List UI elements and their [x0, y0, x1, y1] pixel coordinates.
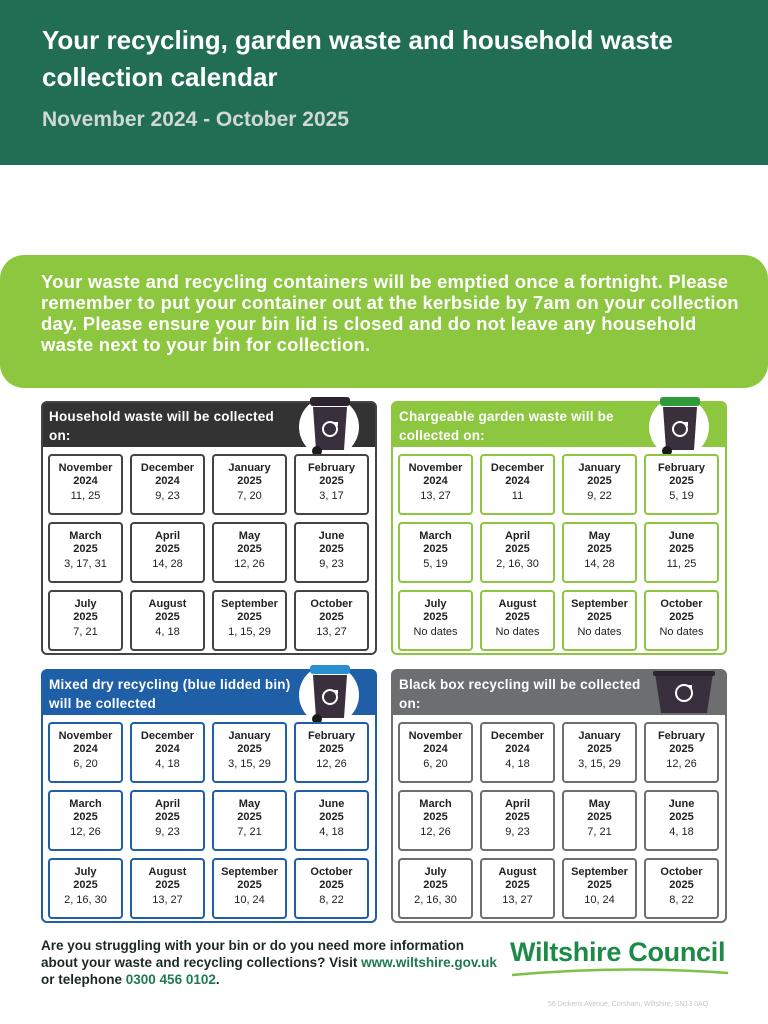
month-cell [562, 522, 637, 583]
month-name: February [657, 462, 706, 474]
month-year: 2025 [423, 611, 448, 623]
month-year: 2025 [155, 543, 180, 555]
month-name: November [408, 730, 463, 742]
month-year: 2024 [423, 475, 448, 487]
month-name: April [504, 798, 531, 810]
header-banner [0, 0, 768, 165]
collection-dates: 9, 23 [155, 490, 180, 502]
collection-dates: 4, 18 [155, 626, 180, 638]
page-title: Your recycling, garden waste and household waste collection calendar [42, 25, 673, 92]
month-cell [48, 722, 123, 783]
month-cell [644, 858, 719, 919]
collection-grid [48, 722, 372, 919]
collection-dates: 8, 22 [669, 894, 694, 906]
panel-title: Black box recycling will be collected on: [399, 677, 641, 711]
collection-dates: No dates [495, 626, 540, 638]
collection-dates: 4, 18 [505, 758, 530, 770]
month-name: October [310, 866, 353, 878]
month-cell [480, 522, 555, 583]
month-cell [48, 522, 123, 583]
month-year: 2025 [423, 879, 448, 891]
month-cell [562, 790, 637, 851]
month-cell [398, 790, 473, 851]
month-year: 2025 [587, 743, 612, 755]
month-year: 2025 [587, 811, 612, 823]
month-name: February [657, 730, 706, 742]
month-name: November [58, 730, 113, 742]
collection-dates: 12, 26 [70, 826, 101, 838]
month-cell [480, 790, 555, 851]
help-text [41, 937, 501, 988]
month-cell [130, 790, 205, 851]
month-name: November [58, 462, 113, 474]
month-year: 2025 [319, 811, 344, 823]
month-year: 2025 [587, 611, 612, 623]
month-cell [130, 722, 205, 783]
wiltshire-council-logo [510, 937, 730, 981]
month-name: October [660, 866, 703, 878]
month-year: 2025 [669, 475, 694, 487]
month-cell [130, 522, 205, 583]
month-name: December [490, 730, 545, 742]
month-name: December [140, 462, 195, 474]
month-year: 2025 [319, 543, 344, 555]
month-cell [562, 722, 637, 783]
collection-dates: 11, 25 [666, 558, 697, 570]
month-name: July [424, 866, 447, 878]
month-cell [294, 722, 369, 783]
month-name: March [419, 798, 452, 810]
collection-dates: 5, 19 [423, 558, 448, 570]
collection-dates: 9, 23 [505, 826, 530, 838]
month-name: February [307, 462, 356, 474]
help-text-suffix: . [215, 972, 220, 987]
month-name: September [221, 598, 278, 610]
collection-dates: 13, 27 [502, 894, 533, 906]
garden-waste-panel [391, 401, 727, 655]
collection-grid [48, 454, 372, 651]
help-text-middle: or telephone [41, 972, 126, 987]
month-name: April [154, 798, 181, 810]
month-name: September [571, 866, 628, 878]
collection-dates: 9, 23 [319, 558, 344, 570]
month-cell [48, 454, 123, 515]
collection-dates: 3, 15, 29 [578, 758, 621, 770]
collection-dates: 4, 18 [155, 758, 180, 770]
month-name: February [307, 730, 356, 742]
month-name: April [504, 530, 531, 542]
month-cell [644, 522, 719, 583]
month-year: 2025 [73, 611, 98, 623]
month-cell [480, 454, 555, 515]
collection-dates: 4, 18 [319, 826, 344, 838]
month-year: 2025 [237, 811, 262, 823]
month-cell [398, 454, 473, 515]
month-name: December [140, 730, 195, 742]
collection-dates: 7, 21 [237, 826, 262, 838]
month-year: 2025 [319, 611, 344, 623]
month-cell [130, 454, 205, 515]
month-name: August [498, 866, 537, 878]
month-name: May [238, 530, 261, 542]
collection-dates: 5, 19 [669, 490, 694, 502]
month-cell [644, 790, 719, 851]
intro-banner [0, 255, 768, 388]
collection-dates: 7, 20 [237, 490, 262, 502]
month-cell [212, 522, 287, 583]
month-year: 2025 [423, 811, 448, 823]
intro-text: Your waste and recycling containers will be emptied once a fortnight. Please remember to put your container out at the kerbside by 7am on your collection day. Please ensure your bin lid is closed and do not leave any household waste next to your bin for collection. [41, 271, 739, 355]
month-year: 2025 [155, 611, 180, 623]
month-cell [644, 454, 719, 515]
month-year: 2025 [505, 879, 530, 891]
panel-title: Mixed dry recycling (blue lidded bin) will be collected [49, 677, 291, 711]
month-year: 2025 [669, 543, 694, 555]
collection-dates: 12, 26 [420, 826, 451, 838]
month-name: January [228, 730, 271, 742]
collection-dates: 7, 21 [73, 626, 98, 638]
telephone-number[interactable]: 0300 456 0102 [125, 972, 216, 987]
collection-grid [398, 722, 722, 919]
green-lidded-bin-icon [649, 397, 709, 457]
month-cell [562, 858, 637, 919]
month-name: March [69, 798, 102, 810]
collection-dates: 2, 16, 30 [496, 558, 539, 570]
month-cell [212, 722, 287, 783]
month-name: August [148, 866, 187, 878]
collection-dates: 3, 15, 29 [228, 758, 271, 770]
collection-dates: 3, 17 [319, 490, 344, 502]
logo-swoosh [510, 967, 730, 979]
month-name: July [74, 866, 97, 878]
month-year: 2024 [505, 743, 530, 755]
month-name: March [419, 530, 452, 542]
address-text: 56 Dickens Avenue, Corsham, Wiltshire, SN13 0AQ [548, 1001, 709, 1008]
collection-dates: 10, 24 [234, 894, 265, 906]
month-name: June [668, 798, 695, 810]
month-year: 2025 [505, 811, 530, 823]
month-name: July [74, 598, 97, 610]
black-recycling-box-icon [655, 665, 715, 725]
collection-dates: 12, 26 [234, 558, 265, 570]
month-cell [130, 858, 205, 919]
month-cell [294, 858, 369, 919]
month-year: 2025 [319, 475, 344, 487]
month-name: October [310, 598, 353, 610]
month-year: 2025 [423, 543, 448, 555]
month-name: June [318, 798, 345, 810]
month-year: 2024 [423, 743, 448, 755]
collection-dates: 13, 27 [152, 894, 183, 906]
month-name: April [154, 530, 181, 542]
month-year: 2024 [73, 475, 98, 487]
month-year: 2024 [155, 475, 180, 487]
collection-dates: No dates [577, 626, 622, 638]
month-year: 2025 [237, 475, 262, 487]
month-year: 2025 [587, 543, 612, 555]
collection-dates: 11 [511, 490, 524, 502]
collection-dates: No dates [413, 626, 458, 638]
month-name: March [69, 530, 102, 542]
month-year: 2025 [155, 811, 180, 823]
month-year: 2025 [505, 543, 530, 555]
collection-dates: 8, 22 [319, 894, 344, 906]
panel-title: Household waste will be collected on: [49, 409, 274, 443]
month-cell [212, 790, 287, 851]
collection-dates: 13, 27 [316, 626, 347, 638]
help-text-prefix: Are you struggling with your bin or do you need more information about your waste and recycling collections? Visit [41, 938, 465, 970]
month-cell [480, 722, 555, 783]
month-year: 2024 [73, 743, 98, 755]
panel-title: Chargeable garden waste will be collected on: [399, 409, 614, 443]
website-link[interactable]: www.wiltshire.gov.uk [361, 955, 497, 970]
household-waste-panel [41, 401, 377, 655]
month-year: 2025 [237, 611, 262, 623]
month-name: May [238, 798, 261, 810]
month-cell [562, 454, 637, 515]
collection-dates: No dates [659, 626, 704, 638]
month-year: 2025 [319, 743, 344, 755]
date-range-subtitle: November 2024 - October 2025 [42, 108, 349, 131]
month-year: 2025 [587, 475, 612, 487]
month-year: 2025 [319, 879, 344, 891]
collection-grid [398, 454, 722, 651]
month-cell [48, 590, 123, 651]
month-year: 2025 [73, 543, 98, 555]
collection-dates: 9, 23 [155, 826, 180, 838]
month-cell [212, 858, 287, 919]
month-year: 2025 [237, 543, 262, 555]
month-name: May [588, 530, 611, 542]
month-year: 2025 [155, 879, 180, 891]
month-cell [398, 590, 473, 651]
month-cell [398, 722, 473, 783]
collection-dates: 2, 16, 30 [64, 894, 107, 906]
month-name: August [148, 598, 187, 610]
collection-dates: 9, 22 [587, 490, 612, 502]
mixed-recycling-panel [41, 669, 377, 923]
month-name: September [571, 598, 628, 610]
collection-dates: 2, 16, 30 [414, 894, 457, 906]
collection-dates: 7, 21 [587, 826, 612, 838]
month-name: January [578, 462, 621, 474]
month-cell [294, 522, 369, 583]
month-year: 2025 [669, 879, 694, 891]
month-cell [562, 590, 637, 651]
month-cell [480, 858, 555, 919]
collection-dates: 10, 24 [584, 894, 615, 906]
month-name: December [490, 462, 545, 474]
month-name: January [578, 730, 621, 742]
collection-dates: 4, 18 [669, 826, 694, 838]
collection-dates: 12, 26 [316, 758, 347, 770]
month-name: August [498, 598, 537, 610]
month-year: 2024 [155, 743, 180, 755]
collection-dates: 1, 15, 29 [228, 626, 271, 638]
collection-dates: 11, 25 [70, 490, 101, 502]
month-name: May [588, 798, 611, 810]
month-cell [212, 590, 287, 651]
blue-lidded-bin-icon [299, 665, 359, 725]
month-name: June [318, 530, 345, 542]
month-cell [644, 722, 719, 783]
month-year: 2024 [505, 475, 530, 487]
collection-dates: 6, 20 [423, 758, 448, 770]
collection-dates: 12, 26 [666, 758, 697, 770]
collection-dates: 14, 28 [152, 558, 183, 570]
month-year: 2025 [237, 743, 262, 755]
month-cell [294, 790, 369, 851]
month-cell [480, 590, 555, 651]
collection-dates: 14, 28 [584, 558, 615, 570]
month-year: 2025 [669, 611, 694, 623]
month-name: July [424, 598, 447, 610]
month-name: January [228, 462, 271, 474]
collection-dates: 3, 17, 31 [64, 558, 107, 570]
month-year: 2025 [237, 879, 262, 891]
month-cell [48, 790, 123, 851]
month-cell [294, 590, 369, 651]
logo-text: Wiltshire Council [510, 937, 726, 967]
collection-dates: 6, 20 [73, 758, 98, 770]
month-year: 2025 [73, 811, 98, 823]
month-year: 2025 [73, 879, 98, 891]
month-year: 2025 [669, 743, 694, 755]
collection-dates: 13, 27 [420, 490, 451, 502]
black-wheelie-bin-icon [299, 397, 359, 457]
month-cell [398, 858, 473, 919]
month-year: 2025 [669, 811, 694, 823]
month-year: 2025 [587, 879, 612, 891]
month-name: November [408, 462, 463, 474]
month-name: October [660, 598, 703, 610]
black-box-recycling-panel [391, 669, 727, 923]
month-name: June [668, 530, 695, 542]
month-cell [294, 454, 369, 515]
month-cell [212, 454, 287, 515]
month-cell [398, 522, 473, 583]
month-cell [130, 590, 205, 651]
month-cell [48, 858, 123, 919]
month-year: 2025 [505, 611, 530, 623]
month-name: September [221, 866, 278, 878]
month-cell [644, 590, 719, 651]
